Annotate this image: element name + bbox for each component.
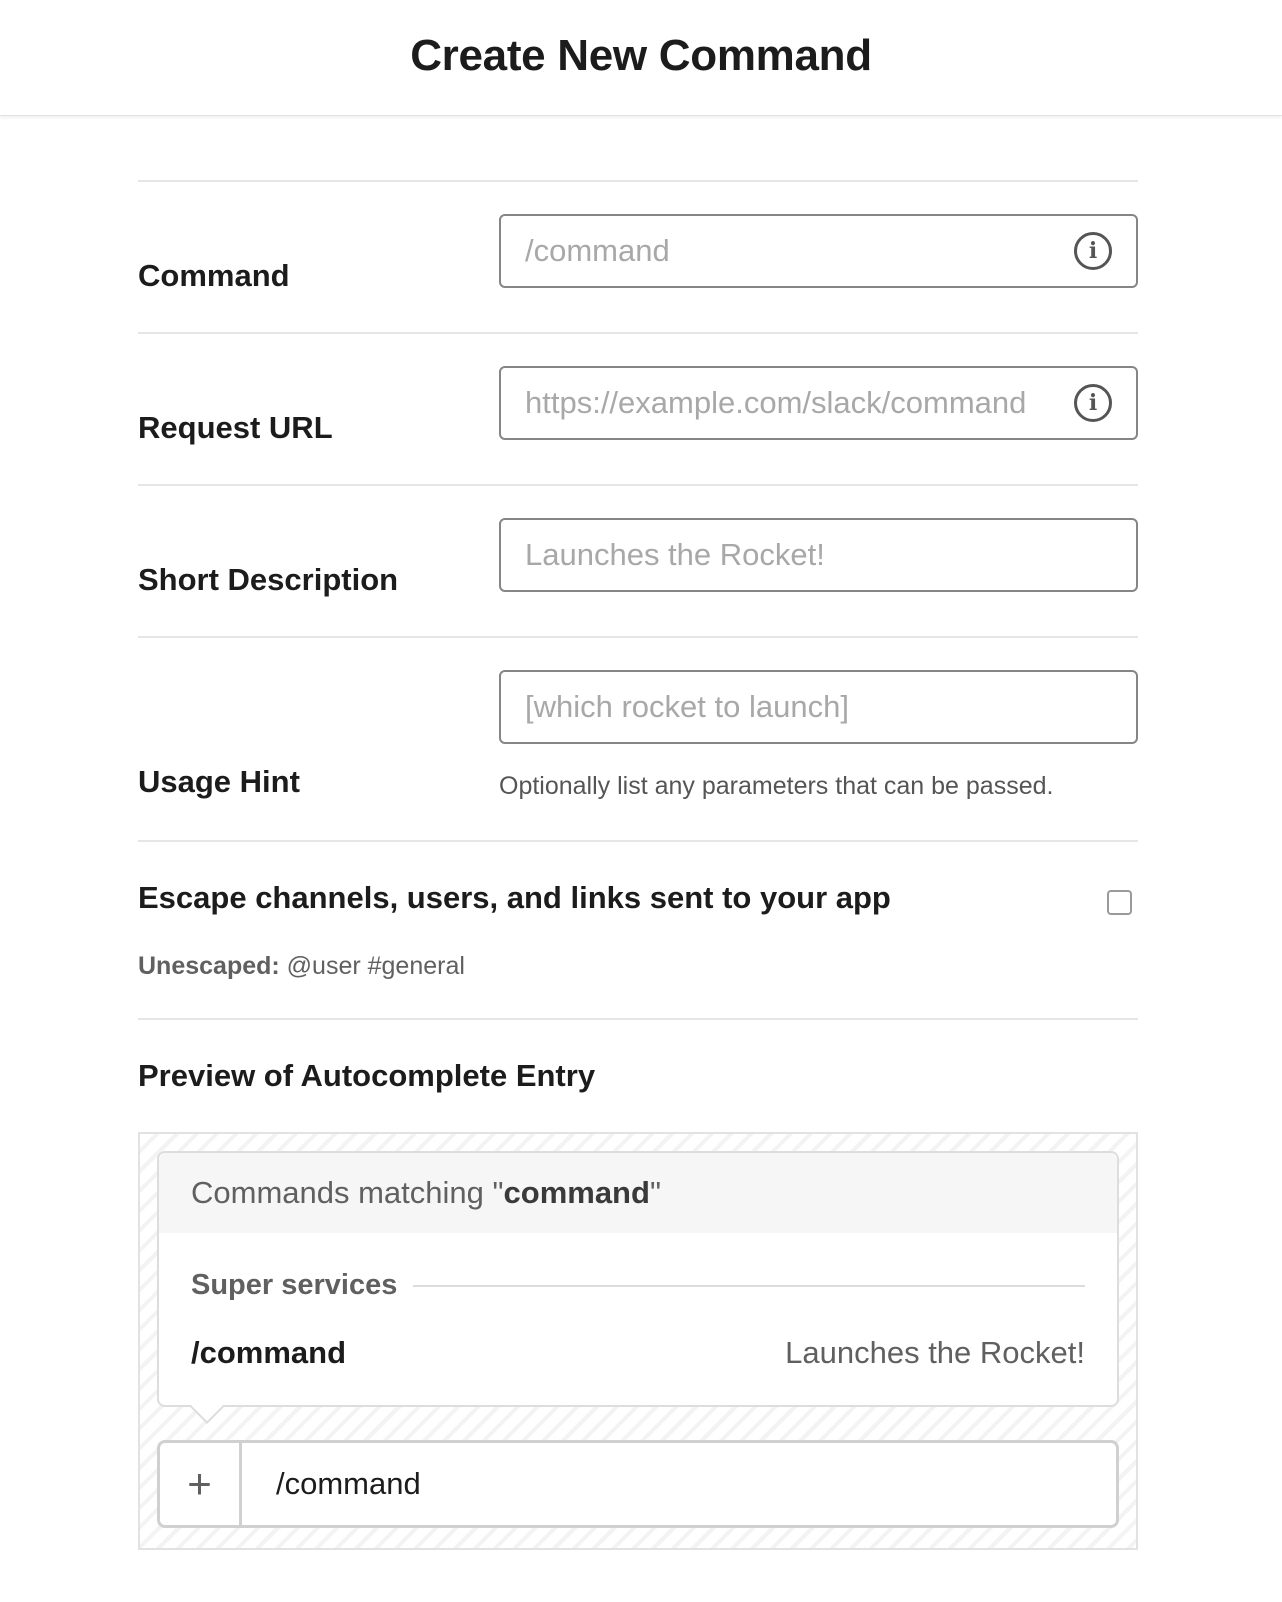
message-composer xyxy=(157,1440,1119,1528)
group-divider xyxy=(413,1285,1085,1287)
short-description-input[interactable] xyxy=(499,518,1138,592)
create-command-form xyxy=(138,180,1138,1548)
popup-tail xyxy=(190,1390,224,1424)
matching-prefix: Commands matching " xyxy=(191,1175,504,1210)
matching-suffix: " xyxy=(649,1175,661,1210)
command-input[interactable] xyxy=(499,214,1138,288)
autocomplete-item xyxy=(191,1335,1085,1371)
preview-section xyxy=(138,1018,1138,1548)
page-title: Create New Command xyxy=(410,30,872,80)
preview-title: Preview of Autocomplete Entry xyxy=(138,1058,596,1093)
matching-term: command xyxy=(503,1175,650,1210)
command-row xyxy=(138,180,1138,332)
escape-checkbox[interactable] xyxy=(1107,890,1132,915)
escape-title: Escape channels, users, and links sent to your app xyxy=(138,880,891,915)
plus-icon: + xyxy=(160,1443,242,1525)
unescaped-example xyxy=(138,952,465,981)
autocomplete-header xyxy=(159,1153,1117,1233)
short-description-row xyxy=(138,484,1138,636)
usage-hint-row xyxy=(138,636,1138,840)
info-icon[interactable]: i xyxy=(1074,232,1112,270)
request-url-label: Request URL xyxy=(138,410,333,445)
preview-box xyxy=(138,1132,1138,1550)
autocomplete-command-name: /command xyxy=(191,1335,347,1370)
usage-hint-help: Optionally list any parameters that can be passed. xyxy=(499,772,1054,800)
request-url-input[interactable] xyxy=(499,366,1138,440)
autocomplete-popup xyxy=(157,1151,1119,1407)
composer-text: /command xyxy=(276,1466,421,1501)
usage-hint-placeholder: [which rocket to launch] xyxy=(525,689,849,724)
command-label: Command xyxy=(138,258,290,293)
short-description-placeholder: Launches the Rocket! xyxy=(525,537,825,572)
page-header xyxy=(0,0,1282,116)
group-name: Super services xyxy=(191,1269,398,1301)
unescaped-value: @user #general xyxy=(286,952,465,980)
usage-hint-input[interactable] xyxy=(499,670,1138,744)
autocomplete-group xyxy=(191,1269,1085,1302)
command-placeholder: /command xyxy=(525,233,670,268)
usage-hint-label: Usage Hint xyxy=(138,764,300,799)
unescaped-label: Unescaped: xyxy=(138,952,280,980)
request-url-placeholder: https://example.com/slack/command xyxy=(525,385,1027,420)
request-url-row xyxy=(138,332,1138,484)
info-icon[interactable]: i xyxy=(1074,384,1112,422)
escape-section xyxy=(138,840,1138,1018)
autocomplete-command-desc: Launches the Rocket! xyxy=(785,1335,1085,1370)
short-description-label: Short Description xyxy=(138,562,399,597)
